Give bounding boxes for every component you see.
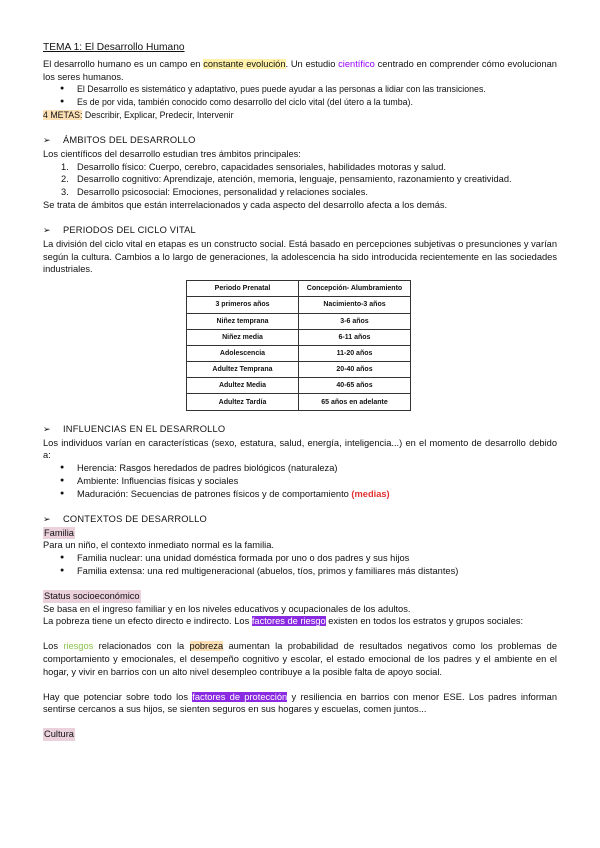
list-item: ● Es de por vida, también conocido como desarrollo del ciclo vital (del útero a la tumba). (43, 96, 557, 109)
table-row (187, 345, 411, 361)
table-cell: 3-6 años (299, 313, 411, 329)
table-header-cell: Periodo Prenatal (187, 281, 299, 297)
item-text: Secuencias de patrones físicos y de comportamiento (128, 488, 352, 499)
list-item (43, 173, 557, 186)
item-text: Rasgos heredados de padres biológicos (naturaleza) (116, 463, 338, 474)
spacer (43, 578, 557, 590)
list-item: ● Familia nuclear: una unidad doméstica formada por uno o dos padres y sus hijos (43, 552, 557, 565)
intro-text-2: . Un estudio (285, 58, 339, 69)
table-cell: Niñez media (187, 329, 299, 345)
table-cell: 20-40 años (299, 362, 411, 378)
status-text-1: Se basa en el ingreso familiar y en los niveles educativos y ocupacionales de los adultos. (43, 603, 411, 614)
table-cell: 6-11 años (299, 329, 411, 345)
status-p3-text-c: aumentan la probabilidad de resultados negativos como los problemas de comportamiento y emocionales, el desempeño cognitivo y escolar, el estado emocional de los padres y el ambiente en el hogar, y vivir en barrios con un alto nivel desempleo contribuye a la posible falta de apoyo social. (43, 641, 557, 677)
status-p3-text-a: Los (43, 641, 64, 652)
item-number: 3. (61, 187, 69, 198)
influencias-paragraph: Los individuos varían en características (sexo, estatura, salud, energía, inteligencia...) en el momento de desarrollo debido a: (43, 437, 557, 461)
spacer (43, 716, 557, 728)
item-text: Desarrollo psicosocial: Emociones, personalidad y relaciones sociales. (77, 187, 368, 198)
metas-line (43, 109, 557, 122)
item-label: Maduración: (77, 488, 129, 499)
document-title: TEMA 1: El Desarrollo Humano (43, 42, 185, 53)
section-heading-ambitos (43, 135, 557, 146)
spacer (43, 628, 557, 640)
section-heading-contextos (43, 514, 557, 525)
ambitos-intro: Los científicos del desarrollo estudian tres ámbitos principales: (43, 148, 301, 159)
table-cell: Nacimiento-3 años (299, 297, 411, 313)
list-item: ● El Desarrollo es sistemático y adaptativo, pues puede ayudar a las personas a lidiar con las transiciones. (43, 83, 557, 96)
section-heading-influencias (43, 424, 557, 435)
highlight-constante-evolucion: constante evolución (203, 58, 286, 69)
section-heading-periodos (43, 225, 557, 236)
item-text: Desarrollo cognitivo: Aprendizaje, atención, memoria, lenguaje, pensamiento, razonamiento y creatividad. (77, 174, 512, 185)
intro-paragraph (43, 58, 557, 84)
table-row (187, 394, 411, 410)
status-heading: Status socioeconómico (44, 590, 140, 601)
table-row (187, 362, 411, 378)
list-item: ● Familia extensa: una red multigeneracional (abuelos, tíos, primos y familiares más distantes) (43, 565, 557, 578)
ambitos-list (43, 161, 557, 199)
highlight-factores-de-riesgo: factores de riesgo (251, 616, 326, 627)
table-row (187, 313, 411, 329)
familia-list (43, 552, 557, 578)
item-label: Herencia: (77, 463, 117, 474)
arrow-bullet-icon: ➢ (43, 224, 51, 235)
status-paragraph-3 (43, 640, 557, 678)
highlight-cientifico: científico (338, 58, 375, 69)
familia-text: Para un niño, el contexto inmediato normal es la familia. (43, 540, 274, 551)
section-heading-label: ÁMBITOS DEL DESARROLLO (63, 135, 196, 146)
section-heading-label: INFLUENCIAS EN EL DESARROLLO (63, 424, 226, 435)
table-row (187, 329, 411, 345)
document-page (43, 42, 557, 741)
table-cell: Niñez temprana (187, 313, 299, 329)
item-number: 1. (61, 161, 69, 172)
item-label: Ambiente: (77, 476, 119, 487)
intro-bullet-list (43, 83, 557, 109)
table-cell: Adultez Tardía (187, 394, 299, 410)
highlight-factores-de-proteccion: factores de protección (192, 691, 288, 702)
item-text: Influencias físicas y sociales (118, 476, 239, 487)
table-header-row (187, 281, 411, 297)
highlight-pobreza: pobreza (189, 641, 224, 652)
list-item (43, 161, 557, 174)
intro-text-3: centrado en comprender cómo evolucionan los seres humanos. (43, 58, 557, 82)
table-row (187, 378, 411, 394)
influencias-list (43, 462, 557, 500)
familia-heading: Familia (44, 527, 74, 538)
arrow-bullet-icon: ➢ (43, 513, 51, 524)
table-cell: 65 años en adelante (299, 394, 411, 410)
spacer (43, 679, 557, 691)
status-paragraph-4 (43, 691, 557, 717)
cultura-heading: Cultura (44, 729, 74, 740)
table-header-cell: Concepción- Alumbramiento (299, 281, 411, 297)
arrow-bullet-icon: ➢ (43, 134, 51, 145)
item-number: 2. (61, 174, 69, 185)
section-heading-label: PERIODOS DEL CICLO VITAL (63, 225, 196, 236)
cultura-heading-line (43, 728, 557, 741)
list-item (43, 462, 557, 475)
table-cell: 3 primeros años (187, 297, 299, 313)
metas-text: Describir, Explicar, Predecir, Intervenir (82, 109, 234, 120)
status-p2-text-a: La pobreza tiene un efecto directo e indirecto. Los (43, 616, 252, 627)
status-p4-text-a: Hay que potenciar sobre todo los (43, 691, 193, 702)
list-item (43, 475, 557, 488)
metas-label: 4 METAS: (43, 109, 83, 120)
status-p3-text-b: relacionados con la (93, 641, 190, 652)
medias-tag: (medias) (351, 488, 390, 499)
table-row (187, 297, 411, 313)
list-item (43, 186, 557, 199)
periods-table (186, 280, 411, 411)
section-heading-label: CONTEXTOS DE DESARROLLO (63, 514, 207, 525)
status-p2-text-b: existen en todos los estratos y grupos sociales: (325, 616, 524, 627)
item-text: Desarrollo físico: Cuerpo, cerebro, capacidades sensoriales, habilidades motoras y salud. (77, 161, 446, 172)
arrow-bullet-icon: ➢ (43, 423, 51, 434)
familia-heading-line (43, 527, 557, 540)
highlight-riesgos: riesgos (63, 641, 94, 652)
list-item (43, 488, 557, 501)
intro-text-1: El desarrollo humano es un campo en (43, 58, 204, 69)
status-paragraph-2 (43, 615, 557, 628)
table-cell: Adolescencia (187, 345, 299, 361)
periodos-paragraph: La división del ciclo vital en etapas es un constructo social. Está basado en percepciones subjetivas o presunciones y varían según la cultura. Cambios a lo largo de generaciones, la adolescencia ha sido introducida recientemente en las sociedades industriales. (43, 238, 557, 275)
table-cell: Adultez Media (187, 378, 299, 394)
status-heading-line (43, 590, 557, 603)
table-cell: Adultez Temprana (187, 362, 299, 378)
table-cell: 40-65 años (299, 378, 411, 394)
ambitos-closing: Se trata de ámbitos que están interrelacionados y cada aspecto del desarrollo afecta a los demás. (43, 199, 448, 210)
status-p4-text-b: y resiliencia en barrios con menor ESE. Los padres informan sentirse cercanos a sus hijos, se sienten seguros en sus hogares y escuelas, comen juntos... (43, 691, 557, 715)
table-cell: 11-20 años (299, 345, 411, 361)
